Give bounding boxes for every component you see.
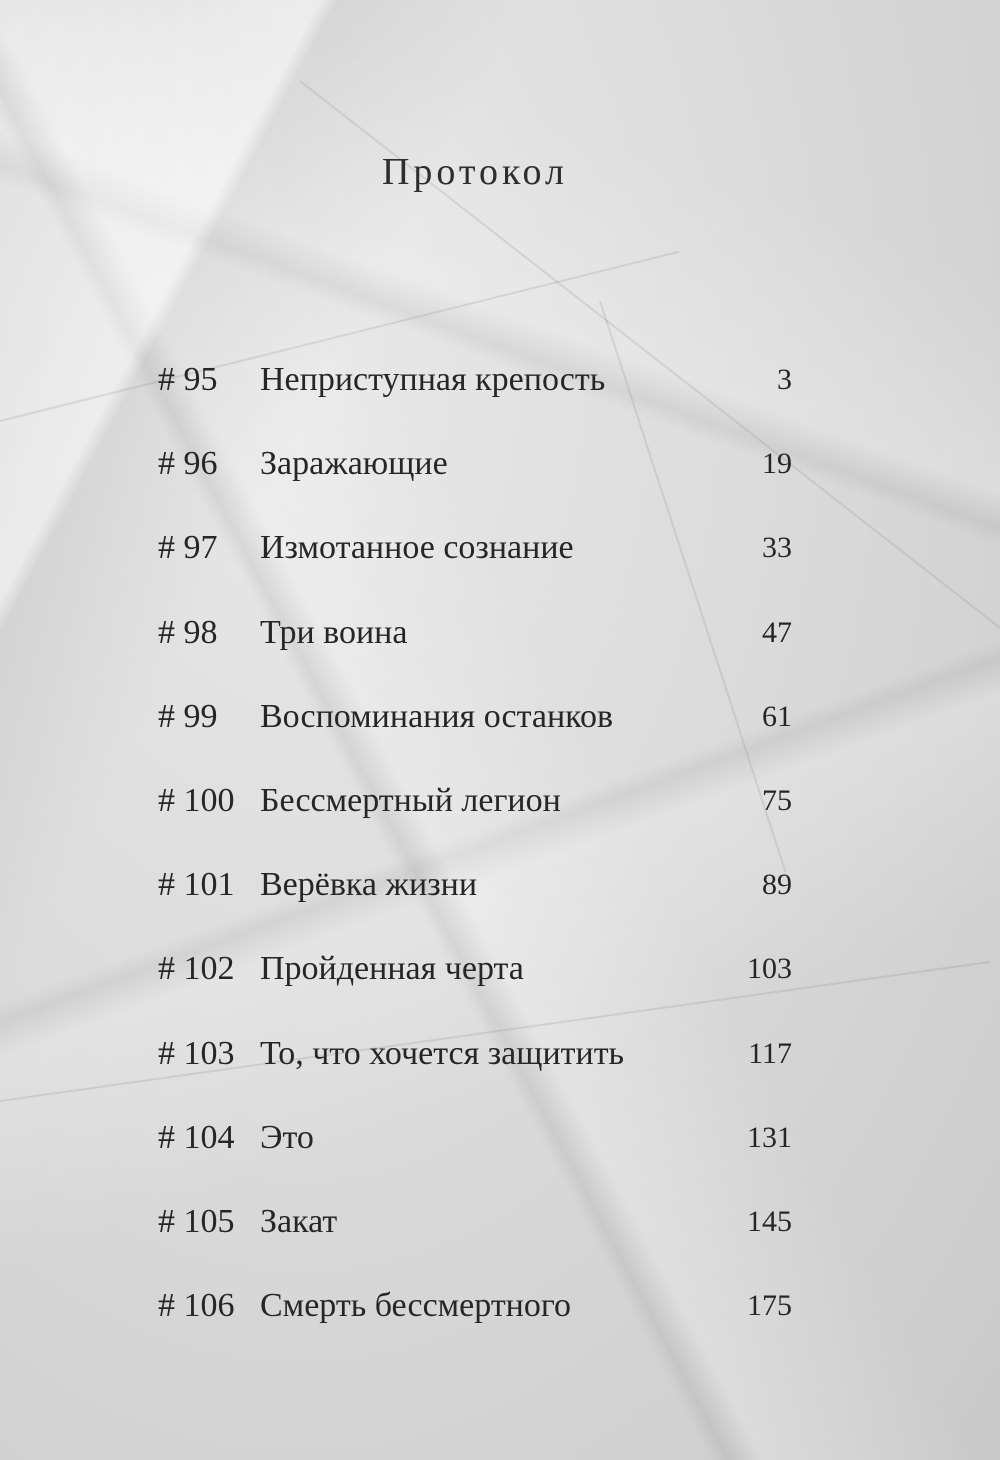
page-number: 131 (747, 1120, 792, 1154)
chapter-number: # 96 (158, 445, 218, 483)
chapter-title: Три воина (260, 613, 408, 651)
page-number: 47 (762, 615, 792, 649)
toc-row (158, 939, 792, 1023)
page-number: 19 (762, 447, 792, 481)
page-number: 89 (762, 868, 792, 902)
chapter-title: То, что хочется защитить (260, 1034, 625, 1072)
chapter-number: # 102 (158, 950, 235, 988)
toc-row (158, 771, 792, 855)
chapter-number: # 106 (158, 1287, 235, 1325)
toc-row (158, 603, 792, 687)
page-number: 145 (747, 1204, 792, 1238)
chapter-number: # 97 (158, 529, 218, 567)
page-number: 117 (748, 1036, 792, 1070)
page-number: 103 (747, 952, 792, 986)
toc-row (158, 518, 792, 602)
chapter-title: Неприступная крепость (260, 361, 606, 398)
page-number: 3 (777, 363, 792, 396)
chapter-number: # 101 (158, 866, 235, 904)
chapter-title: Это (260, 1118, 314, 1156)
chapter-number: # 98 (158, 613, 218, 651)
chapter-title: Измотанное сознание (260, 529, 574, 567)
chapter-title: Закат (260, 1202, 338, 1240)
toc-row (158, 350, 792, 434)
chapter-title: Верёвка жизни (260, 866, 478, 904)
chapter-number: # 104 (158, 1118, 235, 1156)
chapter-title: Заражающие (260, 445, 448, 483)
chapter-number: # 105 (158, 1202, 235, 1240)
toc-row (158, 1192, 792, 1276)
chapter-title: Смерть бессмертного (260, 1287, 571, 1325)
toc-row (158, 1024, 792, 1108)
toc-row (158, 855, 792, 939)
page-number: 61 (762, 699, 792, 733)
toc-row (158, 1108, 792, 1192)
chapter-title: Пройденная черта (260, 950, 524, 988)
toc-row (158, 687, 792, 771)
chapter-number: # 100 (158, 781, 235, 819)
chapter-number: # 95 (158, 361, 218, 398)
chapter-number: # 99 (158, 697, 218, 735)
chapter-title: Воспоминания останков (260, 697, 614, 735)
chapter-title: Бессмертный легион (260, 781, 561, 819)
page-title: Протокол (381, 151, 569, 193)
toc-row (158, 1276, 792, 1360)
toc-row (158, 434, 792, 518)
page-number: 175 (747, 1289, 792, 1323)
chapter-number: # 103 (158, 1034, 235, 1072)
page-number: 75 (762, 783, 792, 817)
table-of-contents (158, 350, 792, 1360)
page-number: 33 (762, 531, 792, 565)
